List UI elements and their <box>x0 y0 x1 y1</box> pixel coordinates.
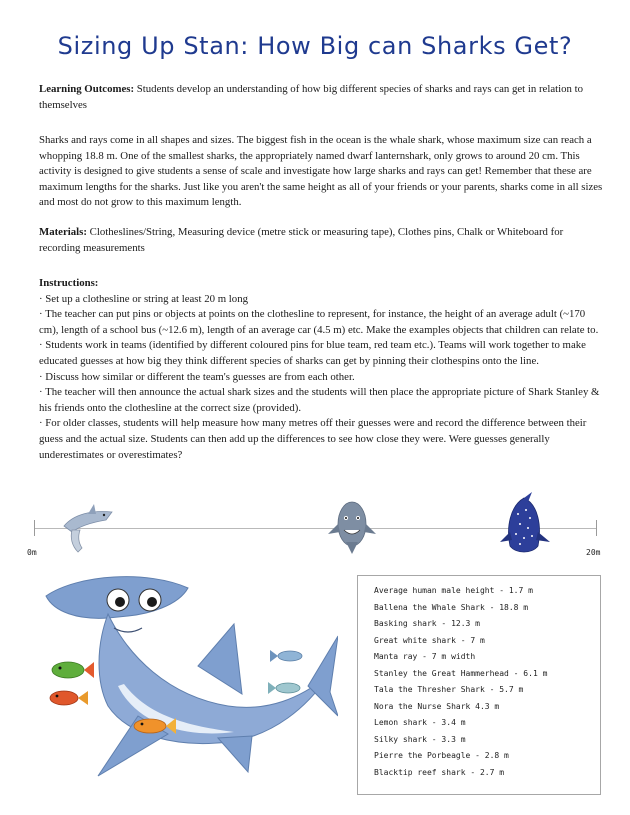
instruction-item: · For older classes, students will help measure how many metres off their guesses were and record the difference between their guess and the actual size. Students can then add up the differences to see how close they were. Were guesses generally underestimates or overestimates? <box>39 417 587 461</box>
instructions-label: Instructions: <box>39 277 99 289</box>
instruction-item: · Set up a clothesline or string at least 20 m long <box>39 292 248 305</box>
ruler-start-tick <box>34 520 35 536</box>
materials <box>39 225 604 256</box>
green-fish-icon <box>52 662 94 678</box>
instruction-item: · Discuss how similar or different the team's guesses are from each other. <box>39 370 355 383</box>
ruler-start-label: 0m <box>27 548 37 557</box>
ruler-end-tick <box>596 520 597 536</box>
instruction-item: · The teacher can put pins or objects at points on the clothesline to represent, for instance, the height of an average adult (~170 cm), length of a school bus (~12.6 m), length of an average car (4.5 m) etc. Make the examples objects that children can relate to. <box>39 308 599 336</box>
stanley-hammerhead-illustration <box>38 566 338 806</box>
learning-outcomes-label: Learning Outcomes: <box>39 83 135 95</box>
size-item: Silky shark - 3.3 m <box>374 734 466 744</box>
shark-sizes-box <box>357 575 601 795</box>
page-title: Sizing Up Stan: How Big can Sharks Get? <box>57 32 573 60</box>
learning-outcomes-text: Students develop an understanding of how big different species of sharks and rays can get in relation to themselves <box>39 83 584 111</box>
size-item: Lemon shark - 3.4 m <box>374 718 466 727</box>
blue-fish-icon <box>270 650 302 662</box>
learning-outcomes <box>39 82 604 113</box>
size-item: Pierre the Porbeagle - 2.8 m <box>374 751 509 760</box>
shark-sizes-list <box>358 576 600 781</box>
instructions <box>39 276 604 463</box>
blacktip-shark-illustration <box>60 500 118 558</box>
materials-label: Materials: <box>39 226 87 238</box>
size-item: Ballena the Whale Shark - 18.8 m <box>374 602 529 612</box>
red-fish-icon <box>50 691 88 705</box>
size-item: Manta ray - 7 m width <box>374 652 476 661</box>
teal-fish-icon <box>268 682 300 694</box>
grey-shark-illustration <box>326 494 378 556</box>
size-item: Great white shark - 7 m <box>374 635 485 645</box>
size-item: Average human male height - 1.7 m <box>374 586 533 595</box>
instruction-item: · Students work in teams (identified by different coloured pins for blue team, red team etc.). Teams will work together to make educated guesses at how big they think different species of sharks can get by pinning their clothespins onto the line. <box>39 339 586 367</box>
materials-text: Clotheslines/String, Measuring device (metre stick or measuring tape), Clothes pins, Chalk or Whiteboard for recording measurements <box>39 226 564 254</box>
size-item: Nora the Nurse Shark 4.3 m <box>374 701 500 711</box>
ruler-end-label: 20m <box>586 548 601 557</box>
intro-paragraph: Sharks and rays come in all shapes and sizes. The biggest fish in the ocean is the whale shark, whose maximum size can reach a whopping 18.8 m. One of the smallest sharks, the appropriately named dwarf lanternshark, only grows to around 20 cm. This activity is designed to give students a sense of scale and investigate how large sharks and rays can get! Remember that these are maximum lengths for the sharks. Just like you aren't the same height as all of your friends or your parents, sharks come in all sizes and most do not grow to this maximum length. <box>39 134 603 209</box>
size-item: Basking shark - 12.3 m <box>374 619 480 628</box>
whale-shark-illustration <box>498 492 552 560</box>
size-item: Blacktip reef shark - 2.7 m <box>374 767 505 777</box>
instruction-item: · The teacher will then announce the actual shark sizes and the students will then place the appropriate picture of Shark Stanley & his friends onto the clothesline at the correct size (provided). <box>39 386 600 414</box>
size-item: Stanley the Great Hammerhead - 6.1 m <box>374 668 548 678</box>
size-item: Tala the Thresher Shark - 5.7 m <box>374 685 524 694</box>
